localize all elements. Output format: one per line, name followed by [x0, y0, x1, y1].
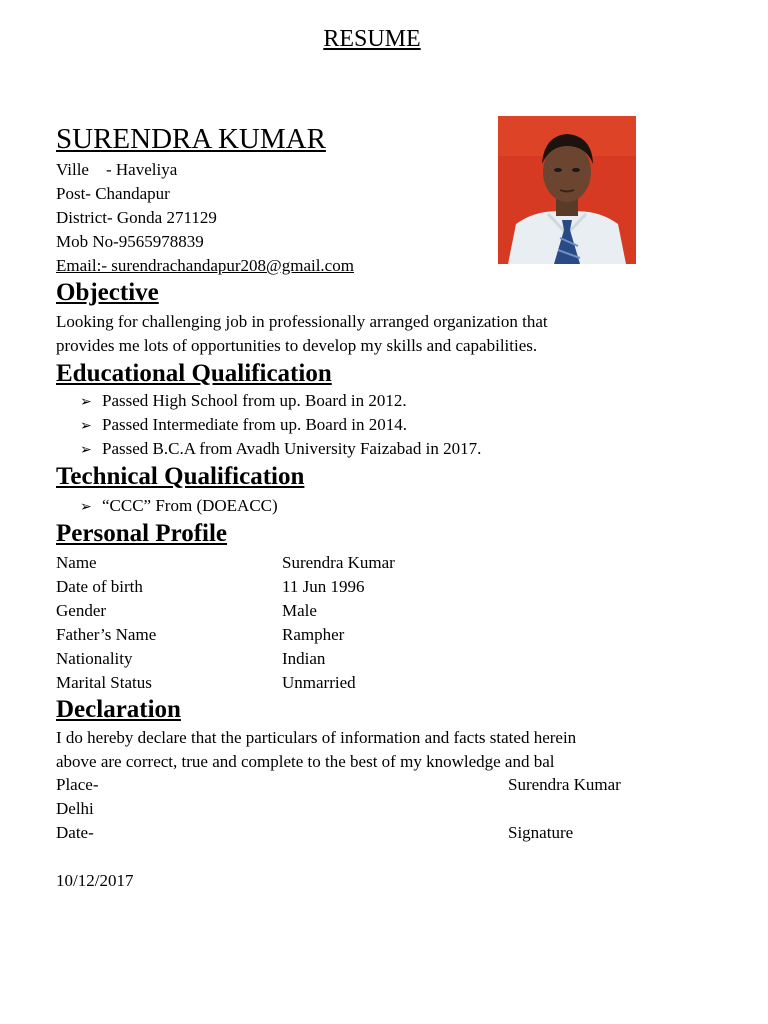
profile-value: Male	[282, 601, 317, 620]
objective-line: provides me lots of opportunities to develop my skills and capabilities.	[56, 336, 538, 355]
education-item: ➢ Passed High School from up. Board in 2012.	[80, 391, 407, 413]
page-title: RESUME	[323, 26, 421, 52]
education-item: ➢ Passed Intermediate from up. Board in 2014.	[80, 415, 407, 437]
applicant-name: SURENDRA KUMAR	[56, 123, 326, 155]
profile-label: Name	[56, 553, 97, 572]
signer-name: Surendra Kumar	[508, 775, 621, 794]
technical-item: ➢ “CCC” From (DOEACC)	[80, 496, 278, 518]
profile-value: Surendra Kumar	[282, 553, 395, 572]
profile-label: Gender	[56, 601, 107, 620]
place-value: Delhi	[56, 799, 94, 818]
education-heading: Educational Qualification	[56, 360, 332, 387]
email-link[interactable]: Email:- surendrachandapur208@gmail.com	[56, 256, 354, 275]
place-label: Place-	[56, 775, 99, 794]
profile-value: 11 Jun 1996	[282, 577, 365, 596]
profile-value: Rampher	[282, 625, 345, 644]
signature-label: Signature	[508, 823, 574, 842]
declaration-line: above are correct, true and complete to the best of my knowledge and bal	[56, 752, 555, 771]
profile-label: Nationality	[56, 649, 133, 668]
address-village: Ville - Haveliya	[56, 160, 178, 179]
technical-heading: Technical Qualification	[56, 463, 305, 490]
declaration-heading: Declaration	[56, 696, 181, 723]
personal-heading: Personal Profile	[56, 520, 228, 547]
profile-label: Date of birth	[56, 577, 143, 596]
profile-label: Father’s Name	[56, 625, 157, 644]
declaration-line: I do hereby declare that the particulars of information and facts stated herein	[56, 728, 577, 747]
date-label: Date-	[56, 823, 94, 842]
profile-value: Unmarried	[282, 673, 356, 692]
address-district: District- Gonda 271129	[56, 208, 217, 227]
mobile-number: Mob No-9565978839	[56, 232, 204, 251]
profile-value: Indian	[282, 649, 326, 668]
education-item: ➢ Passed B.C.A from Avadh University Faizabad in 2017.	[80, 439, 481, 461]
profile-label: Marital Status	[56, 673, 152, 692]
address-post: Post- Chandapur	[56, 184, 170, 203]
profile-photo	[498, 116, 636, 264]
objective-line: Looking for challenging job in professionally arranged organization that	[56, 312, 548, 331]
objective-heading: Objective	[56, 279, 159, 306]
date-value: 10/12/2017	[56, 871, 134, 890]
